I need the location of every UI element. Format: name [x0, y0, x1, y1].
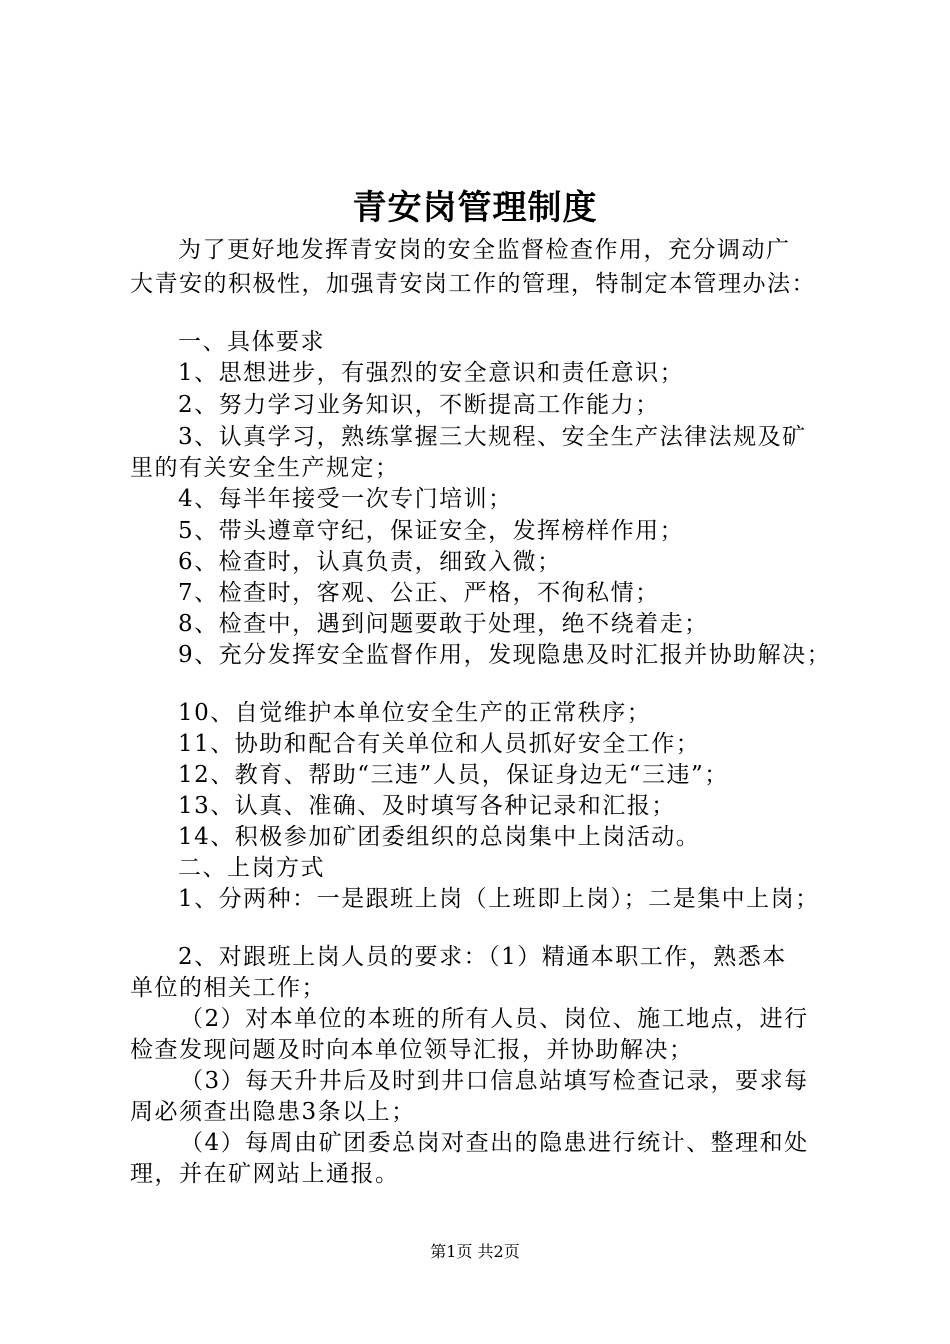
document-title: 青安岗管理制度 [352, 188, 598, 228]
list-item: 1、分两种：一是跟班上岗（上班即上岗）；二是集中上岗； [178, 886, 820, 912]
section-heading: 一、具体要求 [178, 329, 325, 355]
list-item: 14、积极参加矿团委组织的总岗集中上岗活动。 [178, 824, 701, 850]
list-item: 3、认真学习，熟练掌握三大规程、安全生产法律法规及矿 [178, 424, 807, 450]
page-footer: 第1页 共2页 [430, 1242, 520, 1261]
list-item: 10、自觉维护本单位安全生产的正常秩序； [178, 700, 652, 726]
intro-line: 大青安的积极性，加强青安岗工作的管理，特制定本管理办法： [130, 271, 816, 297]
list-item: （2）对本单位的本班的所有人员、岗位、施工地点，进行 [180, 1006, 809, 1032]
list-item: 8、检查中，遇到问题要敢于处理，绝不绕着走； [178, 611, 709, 637]
list-item-continuation: 单位的相关工作； [130, 975, 326, 1001]
list-item: （3）每天升井后及时到井口信息站填写检查记录，要求每 [180, 1068, 809, 1094]
list-item: 7、检查时，客观、公正、严格，不徇私情； [178, 580, 660, 606]
list-item: 2、对跟班上岗人员的要求：（1）精通本职工作，熟悉本 [178, 944, 787, 970]
list-item: 4、每半年接受一次专门培训； [178, 486, 513, 512]
list-item: 12、教育、帮助“三违”人员，保证身边无“三违”； [178, 762, 729, 788]
list-item: 13、认真、准确、及时填写各种记录和汇报； [178, 793, 676, 819]
list-item: 1、思想进步，有强烈的安全意识和责任意识； [178, 360, 685, 386]
list-item-continuation: 理，并在矿网站上通报。 [130, 1161, 400, 1187]
list-item: 5、带头遵章守纪，保证安全，发挥榜样作用； [178, 518, 685, 544]
list-item: 2、努力学习业务知识，不断提高工作能力； [178, 392, 660, 418]
intro-line: 为了更好地发挥青安岗的安全监督检查作用，充分调动广 [178, 237, 791, 263]
list-item: 11、协助和配合有关单位和人员抓好安全工作； [178, 731, 701, 757]
list-item-continuation: 周必须查出隐患3条以上； [130, 1099, 416, 1125]
section-heading: 二、上岗方式 [178, 855, 325, 881]
list-item: （4）每周由矿团委总岗对查出的隐患进行统计、整理和处 [180, 1130, 809, 1156]
list-item: 6、检查时，认真负责，细致入微； [178, 549, 562, 575]
list-item-continuation: 里的有关安全生产规定； [130, 455, 400, 481]
list-item-continuation: 检查发现问题及时向本单位领导汇报，并协助解决； [130, 1037, 694, 1063]
list-item: 9、充分发挥安全监督作用，发现隐患及时汇报并协助解决； [178, 642, 832, 668]
